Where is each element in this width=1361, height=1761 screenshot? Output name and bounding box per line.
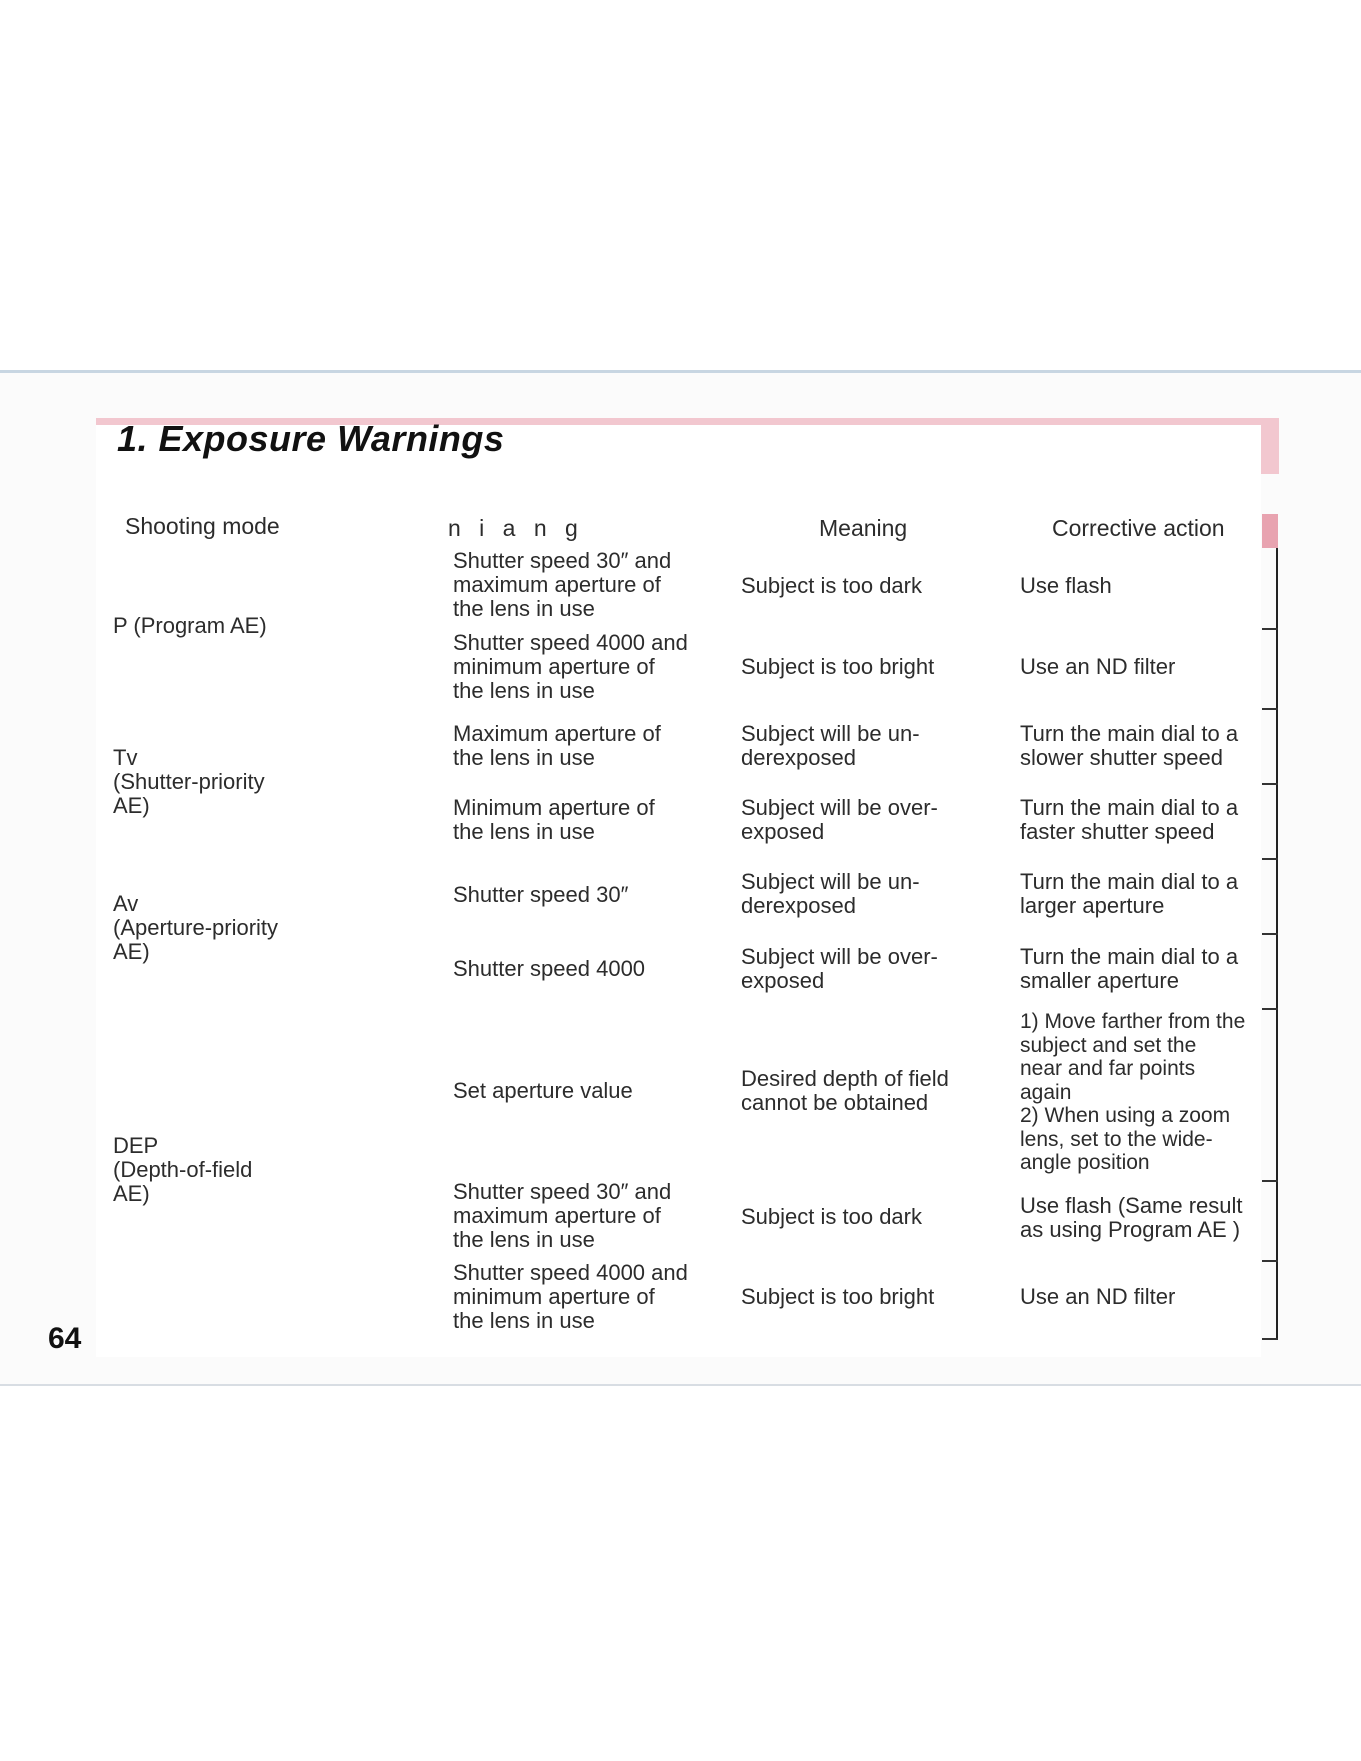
header-meaning: Meaning (819, 515, 908, 541)
mode-depth-of-field-ae: DEP (Depth-of-field AE) (113, 1133, 253, 1206)
row-tick (1262, 1338, 1278, 1340)
action-cell-steps: 1) Move farther from the subject and set the near and far points again 2) When using a zoom lens, set to the wide- angle position (1020, 1010, 1246, 1174)
warning-cell: Maximum aperture of the lens in use (453, 721, 661, 770)
meaning-cell: Subject is too bright (741, 654, 935, 679)
warning-cell: Minimum aperture of the lens in use (453, 795, 655, 844)
warning-cell: Shutter speed 4000 and minimum aperture of the lens in use (453, 1260, 688, 1333)
action-cell: Turn the main dial to a smaller aperture (1020, 944, 1239, 993)
action-cell: Turn the main dial to a slower shutter speed (1020, 721, 1239, 770)
row-tick (1262, 628, 1278, 630)
action-cell: Turn the main dial to a larger aperture (1020, 869, 1239, 918)
meaning-cell: Subject will be over- exposed (741, 795, 938, 844)
meaning-cell: Desired depth of field cannot be obtained (741, 1066, 949, 1115)
action-cell: Use an ND filter (1020, 1284, 1176, 1309)
page-title: 1. Exposure Warnings (117, 418, 505, 459)
meaning-cell: Subject will be over- exposed (741, 944, 938, 993)
section-tab-marker (1262, 514, 1278, 548)
margin-rule (1276, 514, 1278, 1340)
mode-aperture-priority-ae: Av (Aperture-priority AE) (113, 891, 279, 964)
meaning-cell: Subject will be un- derexposed (741, 721, 920, 770)
page-number: 64 (48, 1322, 82, 1355)
meaning-cell: Subject is too dark (741, 573, 922, 598)
warning-cell: Shutter speed 30″ and maximum aperture of the lens in use (453, 548, 672, 621)
warning-cell: Shutter speed 30″ (453, 882, 629, 907)
action-cell: Use flash (1020, 573, 1112, 598)
row-tick (1262, 858, 1278, 860)
row-tick (1262, 1180, 1278, 1182)
action-cell: Use flash (Same result as using Program AE ) (1020, 1193, 1243, 1242)
mode-shutter-priority-ae: Tv (Shutter-priority AE) (113, 745, 265, 818)
header-warning: n i a n g (448, 515, 584, 541)
action-cell: Use an ND filter (1020, 654, 1176, 679)
warning-cell: Shutter speed 4000 and minimum aperture of the lens in use (453, 630, 688, 703)
mode-program-ae: P (Program AE) (113, 613, 267, 638)
row-tick (1262, 1260, 1278, 1262)
row-tick (1262, 1008, 1278, 1010)
header-shooting-mode: Shooting mode (125, 513, 280, 539)
warning-cell: Shutter speed 30″ and maximum aperture of the lens in use (453, 1179, 672, 1252)
meaning-cell: Subject is too bright (741, 1284, 935, 1309)
meaning-cell: Subject is too dark (741, 1204, 922, 1229)
warning-cell: Set aperture value (453, 1078, 633, 1103)
action-cell: Turn the main dial to a faster shutter speed (1020, 795, 1239, 844)
header-corrective-action: Corrective action (1052, 515, 1225, 541)
meaning-cell: Subject will be un- derexposed (741, 869, 920, 918)
row-tick (1262, 933, 1278, 935)
row-tick (1262, 783, 1278, 785)
row-tick (1262, 708, 1278, 710)
warning-cell: Shutter speed 4000 (453, 956, 646, 981)
scan-edge-bottom (0, 1384, 1361, 1386)
